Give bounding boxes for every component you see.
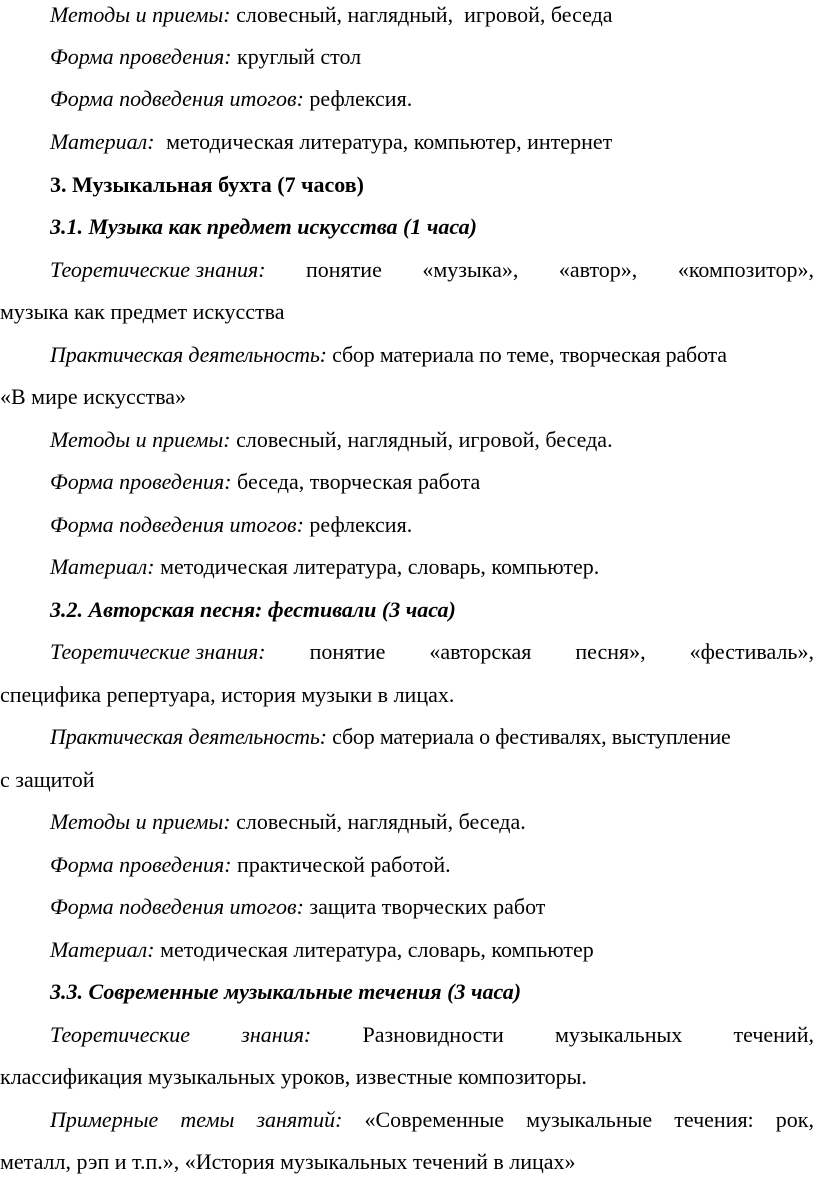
theory-cont-3-3: классификация музыкальных уроков, известные композиторы. — [0, 1064, 587, 1089]
methods-label: Методы и приемы: — [50, 809, 231, 834]
summary-line-3-2 — [0, 892, 816, 922]
summary-line-3-1 — [0, 510, 816, 540]
theory-word: «композитор», — [677, 257, 814, 282]
topics-label-word: занятий: — [256, 1107, 343, 1132]
theory-label: Теоретические знания: — [50, 257, 266, 282]
summary-label: Форма подведения итогов: — [50, 512, 304, 537]
methods-value: словесный, наглядный, беседа. — [236, 809, 526, 834]
material-label: Материал: — [50, 129, 155, 154]
topics-word: рок, — [775, 1107, 814, 1132]
practice-value: сбор материала о фестивалях, выступление — [332, 724, 731, 749]
form-value: практической работой. — [237, 852, 451, 877]
form-label: Форма проведения: — [50, 469, 232, 494]
theory-label-word: Теоретические — [50, 1022, 191, 1047]
material-label: Материал: — [50, 554, 155, 579]
theory-word: течений, — [733, 1022, 814, 1047]
topics-word: музыкальные — [526, 1107, 653, 1132]
theory-line-3-1 — [0, 255, 816, 285]
theory-cont-3-1: музыка как предмет искусства — [0, 299, 285, 324]
theory-label: Теоретические знания: — [50, 639, 266, 664]
summary-line — [0, 84, 816, 114]
practice-cont-3-2: с защитой — [0, 767, 95, 792]
form-value: беседа, творческая работа — [237, 469, 481, 494]
summary-label: Форма подведения итогов: — [50, 86, 304, 111]
material-value: методическая литература, словарь, компьютер. — [160, 554, 600, 579]
theory-word: «фестиваль», — [689, 639, 814, 664]
material-value: методическая литература, компьютер, интернет — [166, 129, 613, 154]
subsection-title-3-3: 3.3. Современные музыкальные течения (3 часа) — [50, 979, 522, 1004]
material-line — [0, 127, 816, 157]
practice-line-3-2 — [0, 722, 816, 752]
form-line-3-1 — [0, 467, 816, 497]
summary-value: рефлексия. — [309, 86, 413, 111]
topics-label-word: Примерные — [50, 1107, 159, 1132]
methods-label: Методы и приемы: — [50, 2, 231, 27]
form-label: Форма проведения: — [50, 44, 232, 69]
material-value: методическая литература, словарь, компьютер — [160, 937, 594, 962]
form-value: круглый стол — [237, 44, 362, 69]
methods-value: словесный, наглядный, игровой, беседа. — [236, 427, 613, 452]
form-line — [0, 42, 816, 72]
subsection-title-3-1: 3.1. Музыка как предмет искусства (1 часа) — [50, 214, 477, 239]
theory-line-3-2 — [0, 637, 816, 667]
methods-value: словесный, наглядный, игровой, беседа — [236, 2, 613, 27]
topics-cont-3-3: металл, рэп и т.п.», «История музыкальных течений в лицах» — [0, 1149, 576, 1174]
theory-cont-3-2: специфика репертуара, история музыки в лицах. — [0, 682, 455, 707]
practice-value: сбор материала по теме, творческая работа — [332, 342, 727, 367]
form-label: Форма проведения: — [50, 852, 232, 877]
theory-line-3-3 — [0, 1020, 816, 1050]
theory-word: понятие — [309, 639, 386, 664]
summary-label: Форма подведения итогов: — [50, 894, 304, 919]
practice-label: Практическая деятельность: — [50, 724, 327, 749]
practice-line-3-1 — [0, 340, 816, 370]
topics-word: течения: — [674, 1107, 754, 1132]
theory-word: музыкальных — [555, 1022, 683, 1047]
subsection-title-3-2: 3.2. Авторская песня: фестивали (3 часа) — [50, 597, 456, 622]
practice-label: Практическая деятельность: — [50, 342, 327, 367]
summary-value: защита творческих работ — [309, 894, 546, 919]
theory-word: «авторская — [429, 639, 532, 664]
topics-word: «Современные — [364, 1107, 505, 1132]
practice-cont-3-1: «В мире искусства» — [0, 384, 187, 409]
theory-word: «музыка», — [422, 257, 519, 282]
summary-value: рефлексия. — [309, 512, 413, 537]
section-title: 3. Музыкальная бухта (7 часов) — [50, 172, 364, 197]
theory-label-word: знания: — [241, 1022, 312, 1047]
methods-label: Методы и приемы: — [50, 427, 231, 452]
methods-line-3-1 — [0, 425, 816, 455]
topics-line-3-3 — [0, 1105, 816, 1135]
material-line-3-2 — [0, 935, 816, 965]
theory-word: песня», — [575, 639, 646, 664]
theory-word: понятие — [306, 257, 382, 282]
topics-label-word: темы — [180, 1107, 235, 1132]
form-line-3-2 — [0, 850, 816, 880]
material-line-3-1 — [0, 552, 816, 582]
theory-word: «автор», — [558, 257, 638, 282]
material-label: Материал: — [50, 937, 155, 962]
methods-line — [0, 0, 816, 30]
theory-word: Разновидности — [362, 1022, 504, 1047]
methods-line-3-2 — [0, 807, 816, 837]
